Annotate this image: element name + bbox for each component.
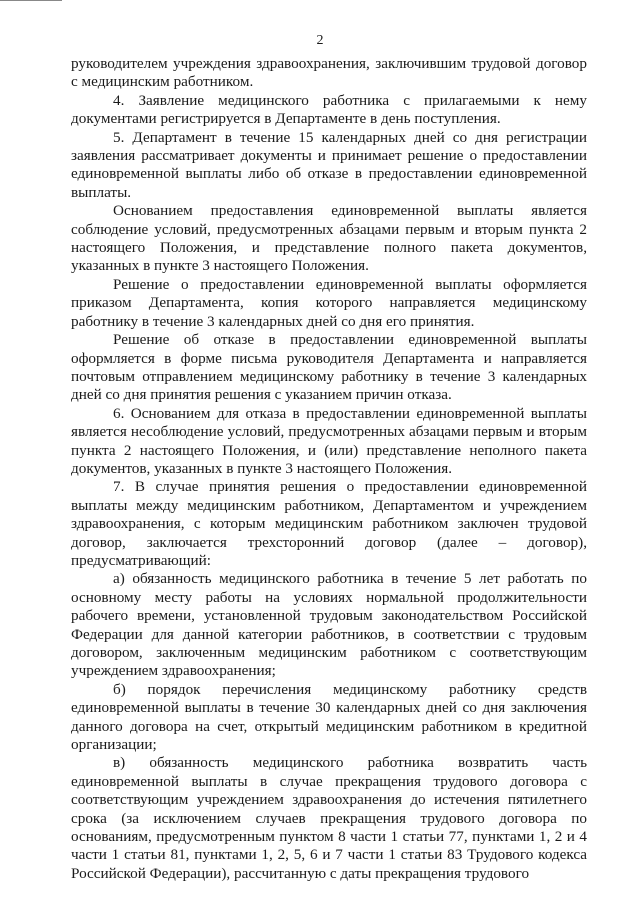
subitem-a: а) обязанность медицинского работника в течение 5 лет работать по основному месту работы на условиях нормальной продолжительности рабочего времени, установленной трудовым законодательством Российской Федерации для данной категории работников, в соответствии с трудовым договором, заключенным медицинским работником с соответствующим учреждением здравоохранения; (71, 570, 587, 680)
subitem-b: б) порядок перечисления медицинскому работнику средств единовременной выплаты в течение 30 календарных дней со дня заключения данного договора на счет, открытый медицинским работником в кредитной организации; (71, 680, 587, 754)
subitem-v: в) обязанность медицинского работника возвратить часть единовременной выплаты в случае прекращения трудового договора с соответствующим учреждением здравоохранения до истечения пятилетнего срока (за исключением случаев прекращения трудового договора по основаниям, предусмотренным пунктом 8 части 1 статьи 77, пунктами 1, 2 и 4 части 1 статьи 81, пунктами 1, 2, 5, 6 и 7 части 1 статьи 83 Трудового кодекса Российской Федерации), рассчитанную с даты прекращения трудового (71, 754, 587, 882)
paragraph-grounds-for-payment: Основанием предоставления единовременной выплаты является соблюдение условий, предусмотренных абзацами первым и вторым пункта 2 настоящего Положения, и представление полного пакета документов, указанных в пункте 3 настоящего Положения. (71, 202, 587, 275)
paragraph-item-5: 5. Департамент в течение 15 календарных дней со дня регистрации заявления рассматривает документы и принимает решение о предоставлении единовременной выплаты либо об отказе в предоставлении единовременной выплаты. (71, 128, 587, 201)
paragraph-decision-granted: Решение о предоставлении единовременной выплаты оформляется приказом Департамента, копия которого направляется медицинскому работнику в течение 3 календарных дней со дня его принятия. (71, 275, 587, 330)
paragraph-continuation: руководителем учреждения здравоохранения, заключившим трудовой договор с медицинским работником. (71, 55, 587, 91)
paragraph-item-4: 4. Заявление медицинского работника с прилагаемыми к нему документами регистрируется в Департаменте в день поступления. (71, 91, 587, 128)
paragraph-decision-refused: Решение об отказе в предоставлении единовременной выплаты оформляется в форме письма руководителя Департамента и направляется почтовым отправлением медицинскому работнику в течение 3 календарных дней со дня принятия решения с указанием причин отказа. (71, 331, 587, 404)
paragraph-item-7: 7. В случае принятия решения о предоставлении единовременной выплаты между медицинским работником, Департаментом и учреждением здравоохранения, с которым медицинским работником заключен трудовой договор, заключается трехсторонний договор (далее – договор), предусматривающий: (71, 478, 587, 569)
page-number: 2 (316, 33, 324, 48)
scan-edge-line (0, 0, 62, 1)
paragraph-item-6: 6. Основанием для отказа в предоставлении единовременной выплаты является несоблюдение условий, предусмотренных абзацами первым и вторым пункта 2 настоящего Положения, и (или) представление неполного пакета документов, указанных в пункте 3 настоящего Положения. (71, 404, 587, 477)
document-body (71, 55, 587, 883)
